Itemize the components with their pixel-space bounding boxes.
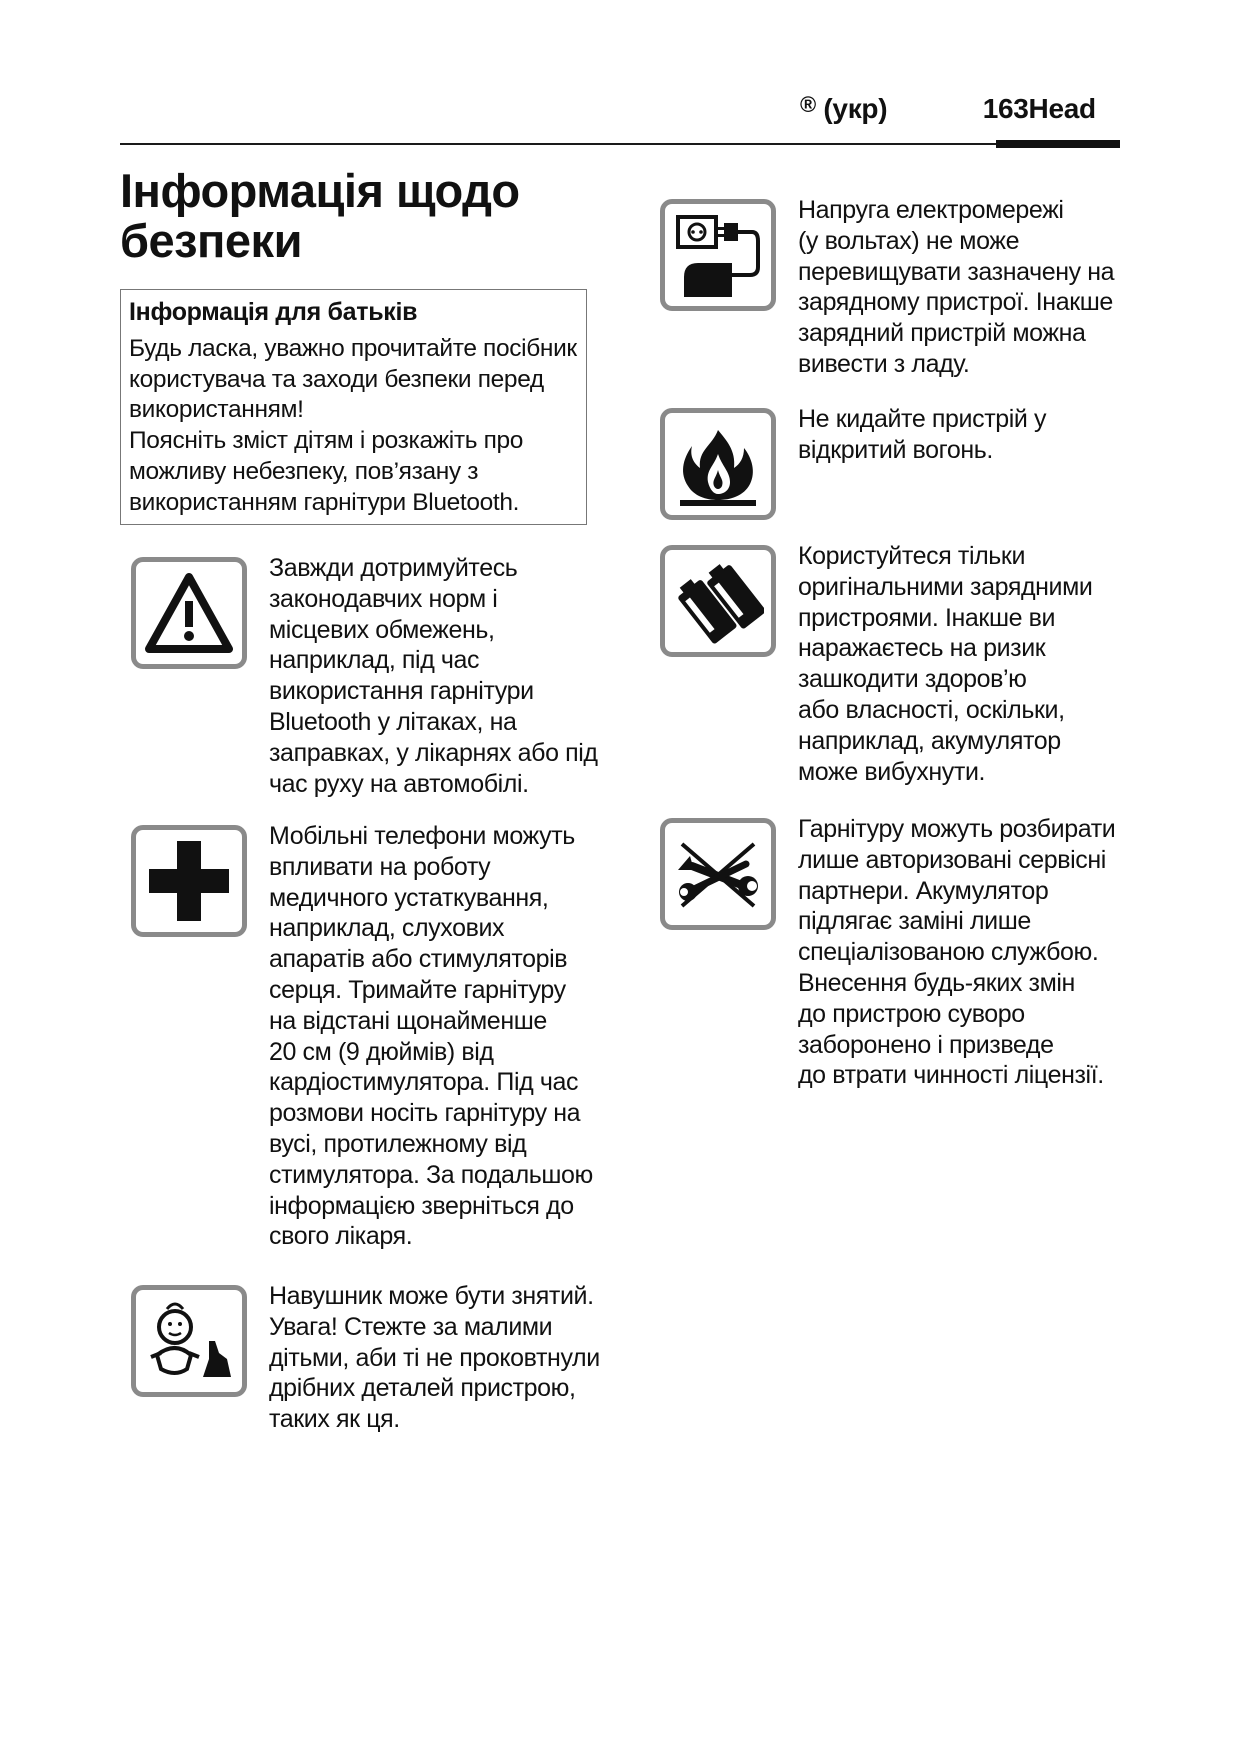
warning-triangle-icon	[131, 557, 247, 669]
mains-voltage-charger-icon	[660, 199, 776, 311]
batteries-icon	[660, 545, 776, 657]
child-choking-hazard-icon	[131, 1285, 247, 1397]
page-reference: 163Head	[982, 93, 1096, 124]
parents-info-heading: Інформація для батьків	[129, 298, 418, 326]
page-header	[800, 92, 1180, 125]
header-rule-accent	[996, 140, 1120, 148]
parents-info-body: Будь ласка, уважно прочитайте посібник користувача та заходи безпеки перед використанням! Поясніть зміст дітям і розкажіть про можливу небезпеку, пов’язану з використанням гарнітури Bluetooth.	[129, 335, 577, 516]
medical-cross-icon	[131, 825, 247, 937]
header-rule	[120, 143, 1120, 145]
safety-text-legal: Завжди дотримуйтесь законодавчих норм і місцевих обмежень, наприклад, під час використання гарнітури Bluetooth у літаках, на заправках, у лікарнях або під час руху на автомобілі.	[269, 554, 598, 798]
safety-text-batteries: Користуйтеся тільки оригінальними зарядними пристроями. Інакше ви наражаєтесь на ризик зашкодити здоров’ю або власності, оскільки, наприклад, акумулятор може вибухнути.	[798, 542, 1093, 786]
fire-icon	[660, 408, 776, 520]
no-tools-icon	[660, 818, 776, 930]
safety-text-service: Гарнітуру можуть розбирати лише авторизовані сервісні партнери. Акумулятор підлягає заміні лише спеціалізованою службою. Внесення будь-яких змін до пристрою суворо заборонено і призведе до втрати чинності ліцензії.	[798, 815, 1116, 1090]
safety-text-voltage: Напруга електромережі (у вольтах) не може перевищувати зазначену на зарядному пристрої. Інакше зарядний пристрій можна вивести з ладу.	[798, 196, 1115, 378]
safety-text-medical: Мобільні телефони можуть впливати на роботу медичного устаткування, наприклад, слухових апаратів або стимуляторів серця. Тримайте гарнітуру на відстані щонайменше 20 см (9 дюймів) від кардіостимулятора. Під час розмови носіть гарнітуру на вусі, протилежному від стимулятора. За подальшою інформацією зверніться до свого лікаря.	[269, 822, 593, 1251]
page-title: Інформація щодо безпеки	[120, 164, 520, 267]
language-label: (укр)	[823, 93, 888, 124]
parents-info-box	[120, 289, 587, 525]
safety-text-fire: Не кидайте пристрій у відкритий вогонь.	[798, 405, 1047, 464]
registered-mark: ®	[800, 92, 816, 117]
safety-text-child: Навушник може бути знятий. Увага! Стежте за малими дітьми, аби ті не проковтнули дрібних деталей пристрою, таких як ця.	[269, 1282, 600, 1434]
